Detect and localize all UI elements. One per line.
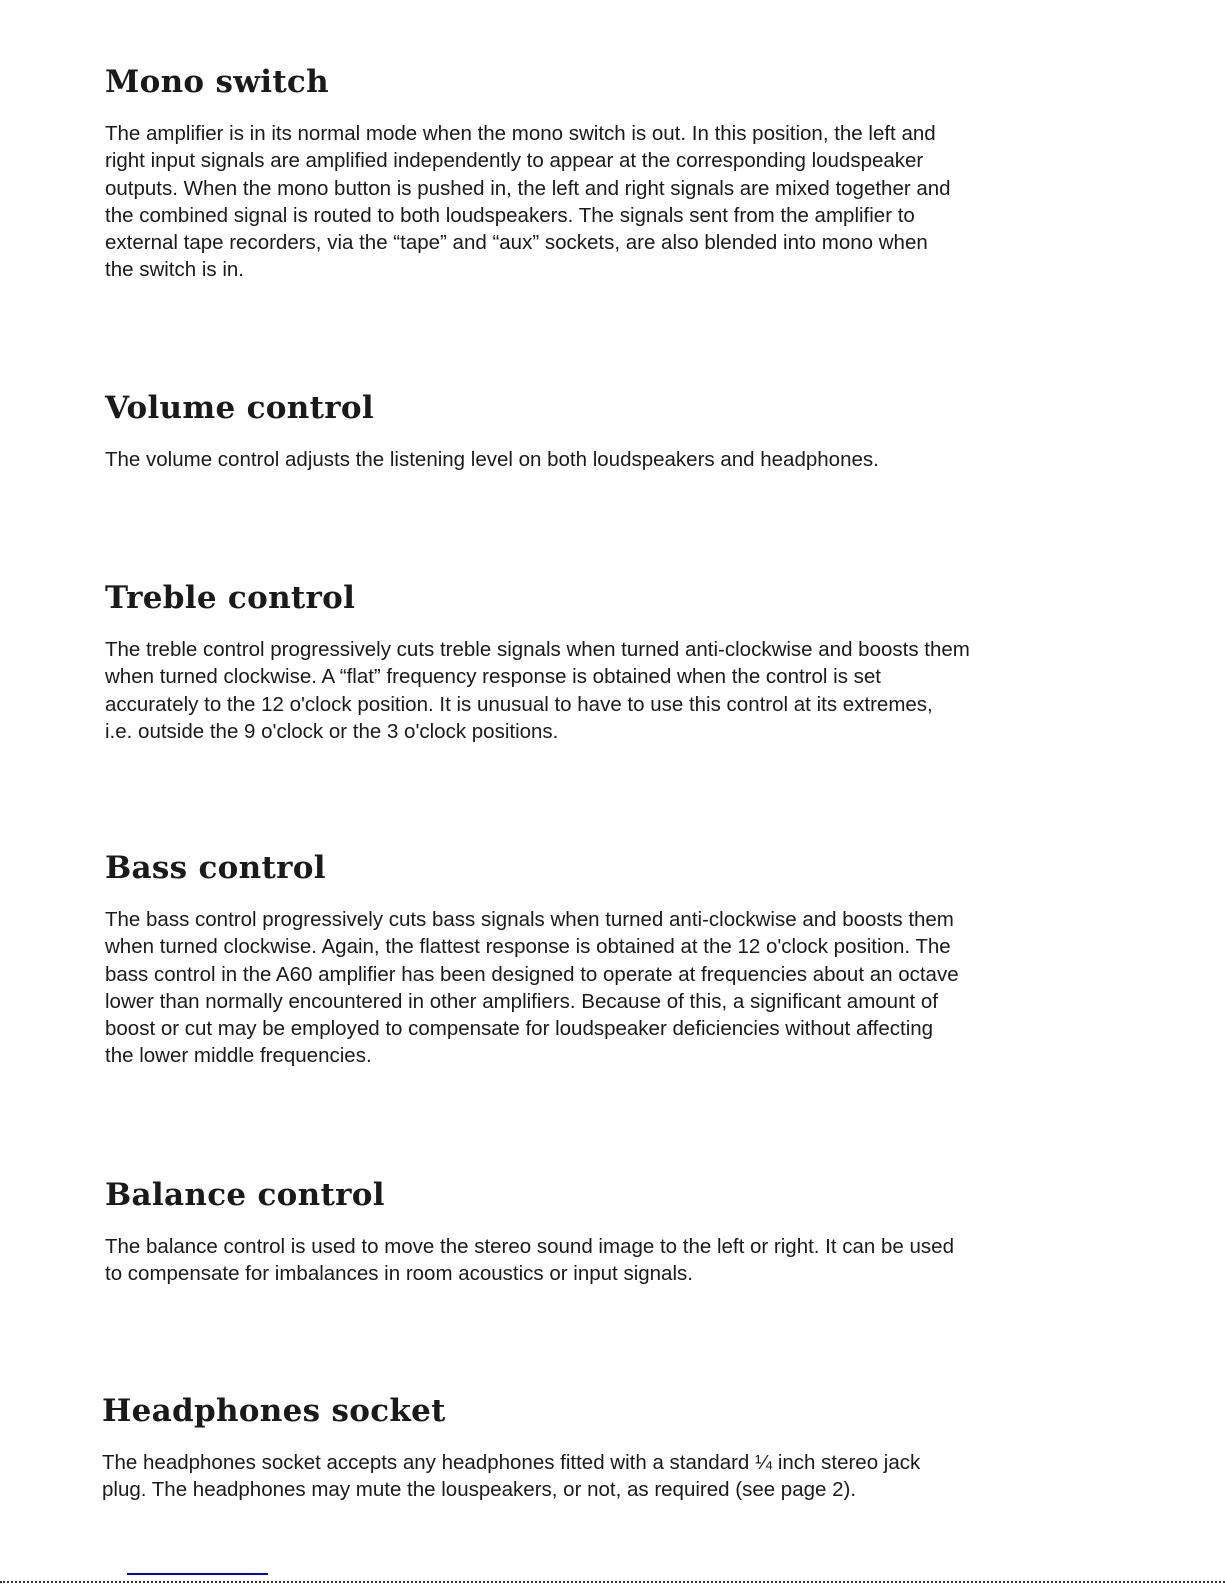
- paragraph-line: The treble control progressively cuts treble signals when turned anti-clockwise and boosts them: [105, 638, 970, 661]
- paragraph-line: when turned clockwise. Again, the flattest response is obtained at the 12 o'clock position. The: [105, 935, 951, 959]
- section-heading: Mono switch: [105, 64, 329, 100]
- paragraph-line: boost or cut may be employed to compensate for loudspeaker deficiencies without affecting: [105, 1017, 934, 1041]
- footnote-rule: [127, 1573, 268, 1575]
- paragraph-line: The amplifier is in its normal mode when the mono switch is out. In this position, the left and: [105, 122, 936, 145]
- paragraph-line: outputs. When the mono button is pushed in, the left and right signals are mixed together and: [105, 176, 951, 200]
- section-heading: Bass control: [105, 850, 326, 886]
- paragraph-line: accurately to the 12 o'clock position. It is unusual to have to use this control at its extremes,: [105, 692, 933, 716]
- paragraph-line: The headphones socket accepts any headphones fitted with a standard ¼ inch stereo jack: [102, 1451, 921, 1474]
- paragraph-line: lower than normally encountered in other amplifiers. Because of this, a significant amount of: [105, 989, 938, 1013]
- paragraph-line: external tape recorders, via the “tape” and “aux” sockets, are also blended into mono when: [105, 231, 928, 255]
- paragraph-line: the combined signal is routed to both loudspeakers. The signals sent from the amplifier to: [105, 203, 915, 227]
- section-balance-control: [105, 1175, 954, 1288]
- section-mono-switch: [105, 62, 951, 284]
- paragraph-line: the switch is in.: [105, 258, 244, 282]
- paragraph-line: the lower middle frequencies.: [105, 1044, 372, 1068]
- section-heading: Headphones socket: [102, 1393, 446, 1429]
- section-headphones-socket: [102, 1391, 920, 1504]
- section-bass-control: [105, 848, 959, 1070]
- paragraph-line: to compensate for imbalances in room acoustics or input signals.: [105, 1262, 693, 1286]
- paragraph-line: The bass control progressively cuts bass signals when turned anti-clockwise and boosts them: [105, 908, 954, 931]
- section-heading: Balance control: [105, 1177, 385, 1213]
- section-heading: Volume control: [105, 390, 374, 426]
- paragraph-line: when turned clockwise. A “flat” frequency response is obtained when the control is set: [105, 665, 882, 689]
- page-edge-divider: [0, 1581, 1225, 1583]
- paragraph-line: plug. The headphones may mute the louspeakers, or not, as required (see page 2).: [102, 1478, 857, 1502]
- paragraph-line: right input signals are amplified independently to appear at the corresponding loudspeaker: [105, 149, 924, 173]
- paragraph-line: i.e. outside the 9 o'clock or the 3 o'clock positions.: [105, 719, 559, 743]
- section-volume-control: [105, 388, 879, 473]
- section-heading: Treble control: [105, 580, 356, 616]
- paragraph-line: The balance control is used to move the stereo sound image to the left or right. It can be used: [105, 1235, 954, 1258]
- paragraph-line: The volume control adjusts the listening level on both loudspeakers and headphones.: [105, 448, 879, 471]
- section-treble-control: [105, 578, 970, 745]
- paragraph-line: bass control in the A60 amplifier has been designed to operate at frequencies about an octave: [105, 962, 959, 986]
